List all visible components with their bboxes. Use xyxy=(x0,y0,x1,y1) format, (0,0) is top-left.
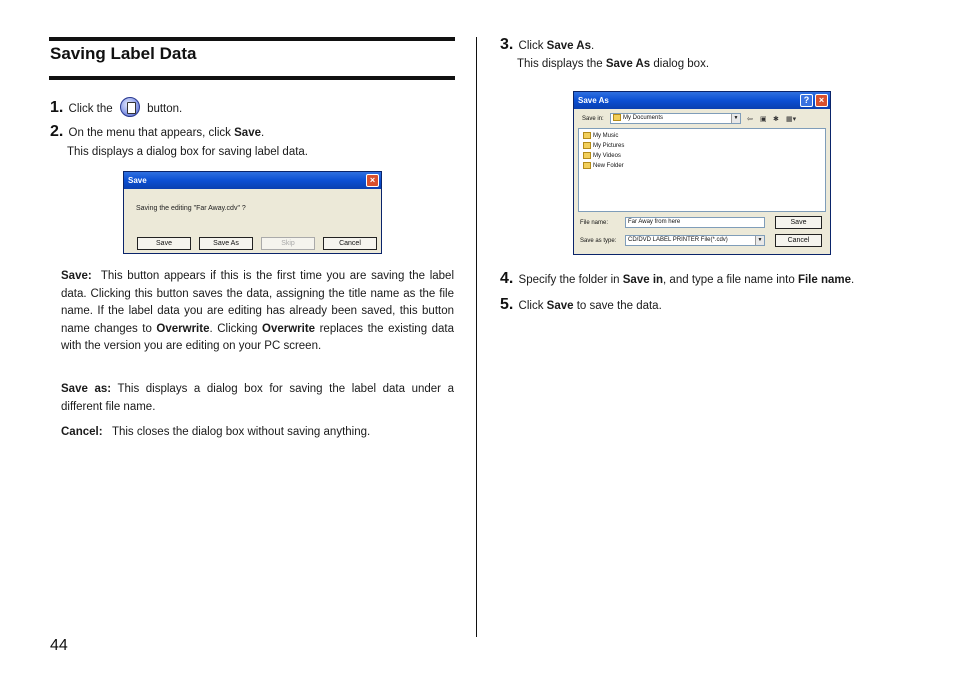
definition-save xyxy=(61,268,454,356)
list-item[interactable] xyxy=(583,132,618,140)
step-bold: Save xyxy=(234,127,261,139)
step-bold: Save As xyxy=(605,58,651,70)
step-text: button. xyxy=(147,103,183,116)
save-dialog-message: Saving the editing "Far Away.cdv" ? xyxy=(136,205,246,212)
save-as-type-label: Save as type: xyxy=(580,238,617,244)
step-1 xyxy=(50,99,182,119)
list-item[interactable] xyxy=(583,142,624,150)
step-5 xyxy=(500,298,662,313)
back-arrow-icon[interactable]: ⇦ xyxy=(747,116,753,123)
list-item-label: My Music xyxy=(593,133,619,140)
save-in-value: My Documents xyxy=(623,115,664,122)
definition-text: This closes the dialog box without saving anything. xyxy=(111,426,371,438)
step-text: . xyxy=(591,40,595,52)
step-text: dialog box. xyxy=(653,58,710,70)
close-icon[interactable]: × xyxy=(366,174,379,187)
list-item-label: My Pictures xyxy=(593,143,625,150)
step-text: Click xyxy=(518,40,544,52)
definition-text: This displays a dialog box for saving the label data under a different file name. xyxy=(61,383,454,413)
chevron-down-icon[interactable]: ▼ xyxy=(731,114,740,123)
skip-button[interactable]: Skip xyxy=(261,237,315,250)
step-bold: Save xyxy=(546,300,574,312)
step-text: Click the xyxy=(68,103,113,116)
step-4 xyxy=(500,272,854,287)
save-as-type-dropdown[interactable] xyxy=(625,235,765,246)
step-text: , and type a file name into xyxy=(663,274,795,286)
step-text: Click xyxy=(518,300,544,312)
list-item-label: New Folder xyxy=(593,163,624,170)
save-as-dialog-title: Save As xyxy=(578,96,609,105)
cancel-button[interactable]: Cancel xyxy=(323,237,377,250)
folder-icon xyxy=(583,162,591,169)
cancel-button[interactable]: Cancel xyxy=(775,234,822,247)
step-2-description: This displays a dialog box for saving label data. xyxy=(67,146,309,158)
step-text: Specify the folder in xyxy=(518,274,620,286)
title-rule-top xyxy=(49,37,455,41)
step-text: On the menu that appears, click xyxy=(68,127,231,139)
close-icon[interactable]: × xyxy=(815,94,828,107)
step-2 xyxy=(50,125,264,140)
definition-bold: Overwrite xyxy=(156,322,210,335)
save-as-dialog xyxy=(573,91,831,255)
save-button[interactable]: Save xyxy=(137,237,191,250)
list-item-label: My Videos xyxy=(593,153,621,160)
step-bold: Save in xyxy=(622,274,664,286)
list-item[interactable] xyxy=(583,162,624,170)
file-list[interactable] xyxy=(578,128,826,212)
new-folder-icon[interactable]: ✱ xyxy=(773,116,779,123)
chevron-down-icon[interactable]: ▼ xyxy=(755,236,764,245)
save-dialog xyxy=(123,171,382,254)
definition-cancel xyxy=(61,424,454,442)
definition-text: replaces the existing data with the version you are editing on your PC screen. xyxy=(61,322,454,352)
file-name-label: File name: xyxy=(580,220,609,226)
column-divider xyxy=(476,37,477,637)
save-circle-button-icon xyxy=(120,97,140,117)
step-text: . xyxy=(260,127,265,139)
step-number: 4. xyxy=(500,270,514,287)
view-menu-icon[interactable]: ▦▾ xyxy=(786,116,797,123)
step-bold: File name xyxy=(797,274,852,286)
save-dialog-title: Save xyxy=(128,176,147,185)
step-3 xyxy=(500,38,594,53)
step-3-description xyxy=(517,57,709,71)
save-in-dropdown[interactable] xyxy=(610,113,741,124)
up-folder-icon[interactable]: ▣ xyxy=(760,116,767,123)
definition-term: Save: xyxy=(61,270,92,282)
save-as-dialog-titlebar xyxy=(574,92,830,109)
step-number: 3. xyxy=(500,36,514,53)
title-rule-bottom xyxy=(49,76,455,80)
save-as-button[interactable]: Save As xyxy=(199,237,253,250)
step-number: 1. xyxy=(50,99,64,117)
step-number: 2. xyxy=(50,123,64,140)
section-title: Saving Label Data xyxy=(50,44,197,63)
save-button[interactable]: Save xyxy=(775,216,822,229)
definition-term: Save as: xyxy=(61,383,112,395)
save-as-type-value: CD/DVD LABEL PRINTER File(*.cdv) xyxy=(628,237,728,243)
step-text: to save the data. xyxy=(576,300,662,312)
definition-bold: Overwrite xyxy=(262,322,316,335)
definition-text: . Clicking xyxy=(209,322,258,335)
step-bold: Save As xyxy=(546,40,591,52)
definition-text: This button appears if this is the first time you are saving the label data. Clicking this button saves the data, assigning the title name as the file name. If the label data you are editing has already been saved, this button name changes to xyxy=(61,270,455,335)
definition-save-as xyxy=(61,381,454,416)
step-text: . xyxy=(851,274,855,286)
step-text: This displays the xyxy=(517,58,603,70)
definition-term: Cancel: xyxy=(61,426,103,438)
step-number: 5. xyxy=(500,296,514,313)
folder-icon xyxy=(583,152,591,159)
help-icon[interactable]: ? xyxy=(800,94,813,107)
save-in-label: Save in: xyxy=(582,116,604,122)
list-item[interactable] xyxy=(583,152,621,160)
folder-icon xyxy=(583,142,591,149)
file-name-input[interactable]: Far Away from here xyxy=(625,217,765,228)
page-number: 44 xyxy=(50,637,68,654)
folder-icon xyxy=(583,132,591,139)
save-dialog-titlebar xyxy=(124,172,381,189)
folder-icon xyxy=(613,114,621,121)
